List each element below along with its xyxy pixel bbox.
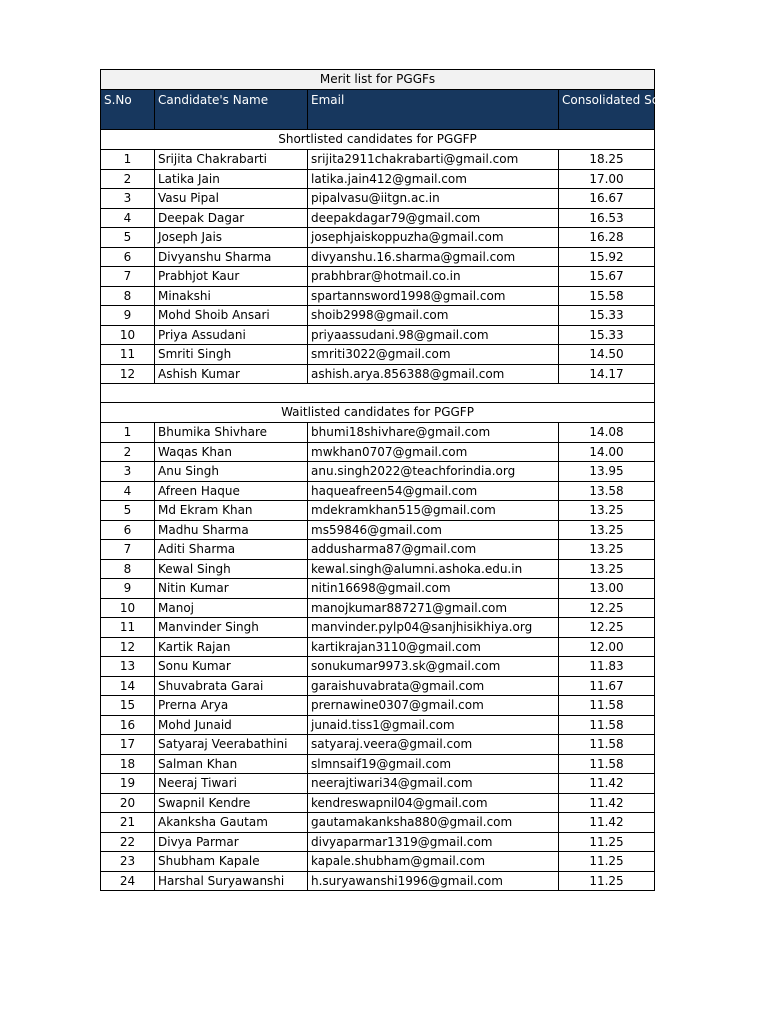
table-row bbox=[101, 364, 655, 384]
table-row bbox=[101, 618, 655, 638]
table-row bbox=[101, 247, 655, 267]
table-row bbox=[101, 481, 655, 501]
candidate-name: Kewal Singh bbox=[155, 559, 308, 579]
table-row bbox=[101, 754, 655, 774]
candidate-email: ashish.arya.856388@gmail.com bbox=[308, 364, 559, 384]
table-row bbox=[101, 345, 655, 365]
table-row bbox=[101, 286, 655, 306]
candidate-name: Mohd Junaid bbox=[155, 715, 308, 735]
candidate-name: Shuvabrata Garai bbox=[155, 676, 308, 696]
serial-number: 3 bbox=[101, 189, 155, 209]
candidate-email: spartannsword1998@gmail.com bbox=[308, 286, 559, 306]
candidate-name: Prabhjot Kaur bbox=[155, 267, 308, 287]
candidate-name: Md Ekram Khan bbox=[155, 501, 308, 521]
candidate-name: Harshal Suryawanshi bbox=[155, 871, 308, 891]
serial-number: 22 bbox=[101, 832, 155, 852]
candidate-score: 11.42 bbox=[559, 813, 655, 833]
table-row bbox=[101, 520, 655, 540]
candidate-email: pipalvasu@iitgn.ac.in bbox=[308, 189, 559, 209]
serial-number: 11 bbox=[101, 345, 155, 365]
candidate-name: Manvinder Singh bbox=[155, 618, 308, 638]
candidate-name: Srijita Chakrabarti bbox=[155, 150, 308, 170]
serial-number: 20 bbox=[101, 793, 155, 813]
header-email: Email bbox=[308, 90, 559, 130]
candidate-name: Kartik Rajan bbox=[155, 637, 308, 657]
table-row bbox=[101, 735, 655, 755]
candidate-name: Swapnil Kendre bbox=[155, 793, 308, 813]
table-row bbox=[101, 813, 655, 833]
candidate-email: neerajtiwari34@gmail.com bbox=[308, 774, 559, 794]
candidate-name: Nitin Kumar bbox=[155, 579, 308, 599]
candidate-name: Deepak Dagar bbox=[155, 208, 308, 228]
candidate-name: Prerna Arya bbox=[155, 696, 308, 716]
candidate-score: 13.25 bbox=[559, 559, 655, 579]
candidate-score: 16.53 bbox=[559, 208, 655, 228]
candidate-name: Priya Assudani bbox=[155, 325, 308, 345]
candidate-email: h.suryawanshi1996@gmail.com bbox=[308, 871, 559, 891]
candidate-score: 13.58 bbox=[559, 481, 655, 501]
candidate-score: 15.58 bbox=[559, 286, 655, 306]
candidate-score: 13.25 bbox=[559, 501, 655, 521]
table-row bbox=[101, 696, 655, 716]
table-row bbox=[101, 637, 655, 657]
candidate-email: satyaraj.veera@gmail.com bbox=[308, 735, 559, 755]
candidate-email: haqueafreen54@gmail.com bbox=[308, 481, 559, 501]
candidate-name: Sonu Kumar bbox=[155, 657, 308, 677]
candidate-email: mwkhan0707@gmail.com bbox=[308, 442, 559, 462]
serial-number: 4 bbox=[101, 208, 155, 228]
table-row bbox=[101, 559, 655, 579]
table-row bbox=[101, 852, 655, 872]
candidate-score: 13.25 bbox=[559, 520, 655, 540]
candidate-email: manvinder.pylp04@sanjhisikhiya.org bbox=[308, 618, 559, 638]
candidate-email: addusharma87@gmail.com bbox=[308, 540, 559, 560]
candidate-name: Latika Jain bbox=[155, 169, 308, 189]
serial-number: 13 bbox=[101, 657, 155, 677]
merit-list-sheet bbox=[100, 69, 678, 891]
candidate-name: Divyanshu Sharma bbox=[155, 247, 308, 267]
table-row bbox=[101, 306, 655, 326]
candidate-email: bhumi18shivhare@gmail.com bbox=[308, 423, 559, 443]
table-row bbox=[101, 228, 655, 248]
spacer-row bbox=[101, 384, 655, 403]
serial-number: 16 bbox=[101, 715, 155, 735]
table-row bbox=[101, 540, 655, 560]
table-row bbox=[101, 871, 655, 891]
serial-number: 18 bbox=[101, 754, 155, 774]
table-row bbox=[101, 676, 655, 696]
candidate-score: 13.95 bbox=[559, 462, 655, 482]
candidate-score: 14.17 bbox=[559, 364, 655, 384]
table-row bbox=[101, 501, 655, 521]
candidate-score: 11.83 bbox=[559, 657, 655, 677]
serial-number: 2 bbox=[101, 169, 155, 189]
serial-number: 2 bbox=[101, 442, 155, 462]
candidate-email: slmnsaif19@gmail.com bbox=[308, 754, 559, 774]
candidate-email: kartikrajan3110@gmail.com bbox=[308, 637, 559, 657]
serial-number: 14 bbox=[101, 676, 155, 696]
candidate-email: gautamakanksha880@gmail.com bbox=[308, 813, 559, 833]
candidate-email: priyaassudani.98@gmail.com bbox=[308, 325, 559, 345]
table-row bbox=[101, 267, 655, 287]
table-row bbox=[101, 832, 655, 852]
candidate-score: 11.58 bbox=[559, 735, 655, 755]
serial-number: 9 bbox=[101, 306, 155, 326]
candidate-email: shoib2998@gmail.com bbox=[308, 306, 559, 326]
candidate-name: Divya Parmar bbox=[155, 832, 308, 852]
candidate-name: Akanksha Gautam bbox=[155, 813, 308, 833]
candidate-score: 15.33 bbox=[559, 306, 655, 326]
candidate-name: Neeraj Tiwari bbox=[155, 774, 308, 794]
candidate-score: 15.67 bbox=[559, 267, 655, 287]
table-row bbox=[101, 598, 655, 618]
candidate-score: 14.50 bbox=[559, 345, 655, 365]
table-row bbox=[101, 169, 655, 189]
candidate-score: 18.25 bbox=[559, 150, 655, 170]
candidate-score: 16.67 bbox=[559, 189, 655, 209]
candidate-email: deepakdagar79@gmail.com bbox=[308, 208, 559, 228]
candidate-email: kapale.shubham@gmail.com bbox=[308, 852, 559, 872]
table-row bbox=[101, 423, 655, 443]
section-row-shortlisted bbox=[101, 130, 655, 150]
candidate-score: 12.00 bbox=[559, 637, 655, 657]
table-row bbox=[101, 189, 655, 209]
candidate-email: latika.jain412@gmail.com bbox=[308, 169, 559, 189]
candidate-name: Joseph Jais bbox=[155, 228, 308, 248]
header-row bbox=[101, 90, 655, 130]
serial-number: 8 bbox=[101, 559, 155, 579]
serial-number: 5 bbox=[101, 501, 155, 521]
section-row-waitlisted bbox=[101, 403, 655, 423]
candidate-name: Salman Khan bbox=[155, 754, 308, 774]
candidate-name: Ashish Kumar bbox=[155, 364, 308, 384]
section-heading-shortlisted: Shortlisted candidates for PGGFP bbox=[101, 130, 655, 150]
candidate-name: Minakshi bbox=[155, 286, 308, 306]
candidate-email: anu.singh2022@teachforindia.org bbox=[308, 462, 559, 482]
serial-number: 23 bbox=[101, 852, 155, 872]
candidate-score: 14.08 bbox=[559, 423, 655, 443]
candidate-name: Shubham Kapale bbox=[155, 852, 308, 872]
candidate-email: srijita2911chakrabarti@gmail.com bbox=[308, 150, 559, 170]
candidate-score: 13.25 bbox=[559, 540, 655, 560]
table-row bbox=[101, 579, 655, 599]
candidate-email: nitin16698@gmail.com bbox=[308, 579, 559, 599]
serial-number: 6 bbox=[101, 520, 155, 540]
serial-number: 5 bbox=[101, 228, 155, 248]
candidate-name: Anu Singh bbox=[155, 462, 308, 482]
candidate-score: 11.25 bbox=[559, 852, 655, 872]
candidate-name: Bhumika Shivhare bbox=[155, 423, 308, 443]
serial-number: 1 bbox=[101, 150, 155, 170]
header-name: Candidate's Name bbox=[155, 90, 308, 130]
sheet-title: Merit list for PGGFs bbox=[101, 70, 655, 90]
table-row bbox=[101, 657, 655, 677]
table-row bbox=[101, 442, 655, 462]
candidate-email: prabhbrar@hotmail.co.in bbox=[308, 267, 559, 287]
table-row bbox=[101, 462, 655, 482]
candidate-score: 11.58 bbox=[559, 715, 655, 735]
serial-number: 12 bbox=[101, 364, 155, 384]
candidate-email: divyaparmar1319@gmail.com bbox=[308, 832, 559, 852]
candidate-score: 11.42 bbox=[559, 793, 655, 813]
candidate-email: ms59846@gmail.com bbox=[308, 520, 559, 540]
candidate-name: Mohd Shoib Ansari bbox=[155, 306, 308, 326]
candidate-name: Vasu Pipal bbox=[155, 189, 308, 209]
candidate-score: 14.00 bbox=[559, 442, 655, 462]
serial-number: 4 bbox=[101, 481, 155, 501]
merit-list-table bbox=[100, 69, 678, 891]
header-sno: S.No bbox=[101, 90, 155, 130]
candidate-score: 11.25 bbox=[559, 871, 655, 891]
serial-number: 7 bbox=[101, 540, 155, 560]
candidate-score: 11.67 bbox=[559, 676, 655, 696]
candidate-name: Madhu Sharma bbox=[155, 520, 308, 540]
spacer-cell bbox=[101, 384, 655, 403]
table-row bbox=[101, 774, 655, 794]
candidate-score: 11.58 bbox=[559, 754, 655, 774]
serial-number: 8 bbox=[101, 286, 155, 306]
candidate-score: 11.25 bbox=[559, 832, 655, 852]
serial-number: 21 bbox=[101, 813, 155, 833]
title-row bbox=[101, 70, 655, 90]
table-row bbox=[101, 793, 655, 813]
serial-number: 24 bbox=[101, 871, 155, 891]
candidate-name: Afreen Haque bbox=[155, 481, 308, 501]
candidate-name: Manoj bbox=[155, 598, 308, 618]
table-row bbox=[101, 208, 655, 228]
candidate-email: divyanshu.16.sharma@gmail.com bbox=[308, 247, 559, 267]
table-row bbox=[101, 150, 655, 170]
candidate-email: sonukumar9973.sk@gmail.com bbox=[308, 657, 559, 677]
candidate-email: kewal.singh@alumni.ashoka.edu.in bbox=[308, 559, 559, 579]
candidate-score: 15.92 bbox=[559, 247, 655, 267]
candidate-name: Waqas Khan bbox=[155, 442, 308, 462]
candidate-name: Smriti Singh bbox=[155, 345, 308, 365]
candidate-email: garaishuvabrata@gmail.com bbox=[308, 676, 559, 696]
serial-number: 10 bbox=[101, 598, 155, 618]
candidate-score: 13.00 bbox=[559, 579, 655, 599]
serial-number: 11 bbox=[101, 618, 155, 638]
candidate-score: 11.42 bbox=[559, 774, 655, 794]
candidate-score: 12.25 bbox=[559, 598, 655, 618]
candidate-email: prernawine0307@gmail.com bbox=[308, 696, 559, 716]
candidate-email: manojkumar887271@gmail.com bbox=[308, 598, 559, 618]
candidate-score: 12.25 bbox=[559, 618, 655, 638]
serial-number: 3 bbox=[101, 462, 155, 482]
serial-number: 17 bbox=[101, 735, 155, 755]
serial-number: 7 bbox=[101, 267, 155, 287]
table-row bbox=[101, 715, 655, 735]
candidate-score: 16.28 bbox=[559, 228, 655, 248]
candidate-name: Satyaraj Veerabathini bbox=[155, 735, 308, 755]
candidate-email: josephjaiskoppuzha@gmail.com bbox=[308, 228, 559, 248]
candidate-email: kendreswapnil04@gmail.com bbox=[308, 793, 559, 813]
serial-number: 19 bbox=[101, 774, 155, 794]
serial-number: 10 bbox=[101, 325, 155, 345]
candidate-email: junaid.tiss1@gmail.com bbox=[308, 715, 559, 735]
candidate-email: mdekramkhan515@gmail.com bbox=[308, 501, 559, 521]
serial-number: 12 bbox=[101, 637, 155, 657]
serial-number: 1 bbox=[101, 423, 155, 443]
candidate-score: 15.33 bbox=[559, 325, 655, 345]
table-row bbox=[101, 325, 655, 345]
serial-number: 6 bbox=[101, 247, 155, 267]
serial-number: 9 bbox=[101, 579, 155, 599]
section-heading-waitlisted: Waitlisted candidates for PGGFP bbox=[101, 403, 655, 423]
candidate-score: 11.58 bbox=[559, 696, 655, 716]
serial-number: 15 bbox=[101, 696, 155, 716]
candidate-score: 17.00 bbox=[559, 169, 655, 189]
candidate-email: smriti3022@gmail.com bbox=[308, 345, 559, 365]
candidate-name: Aditi Sharma bbox=[155, 540, 308, 560]
header-score: Consolidated Score bbox=[559, 90, 655, 130]
